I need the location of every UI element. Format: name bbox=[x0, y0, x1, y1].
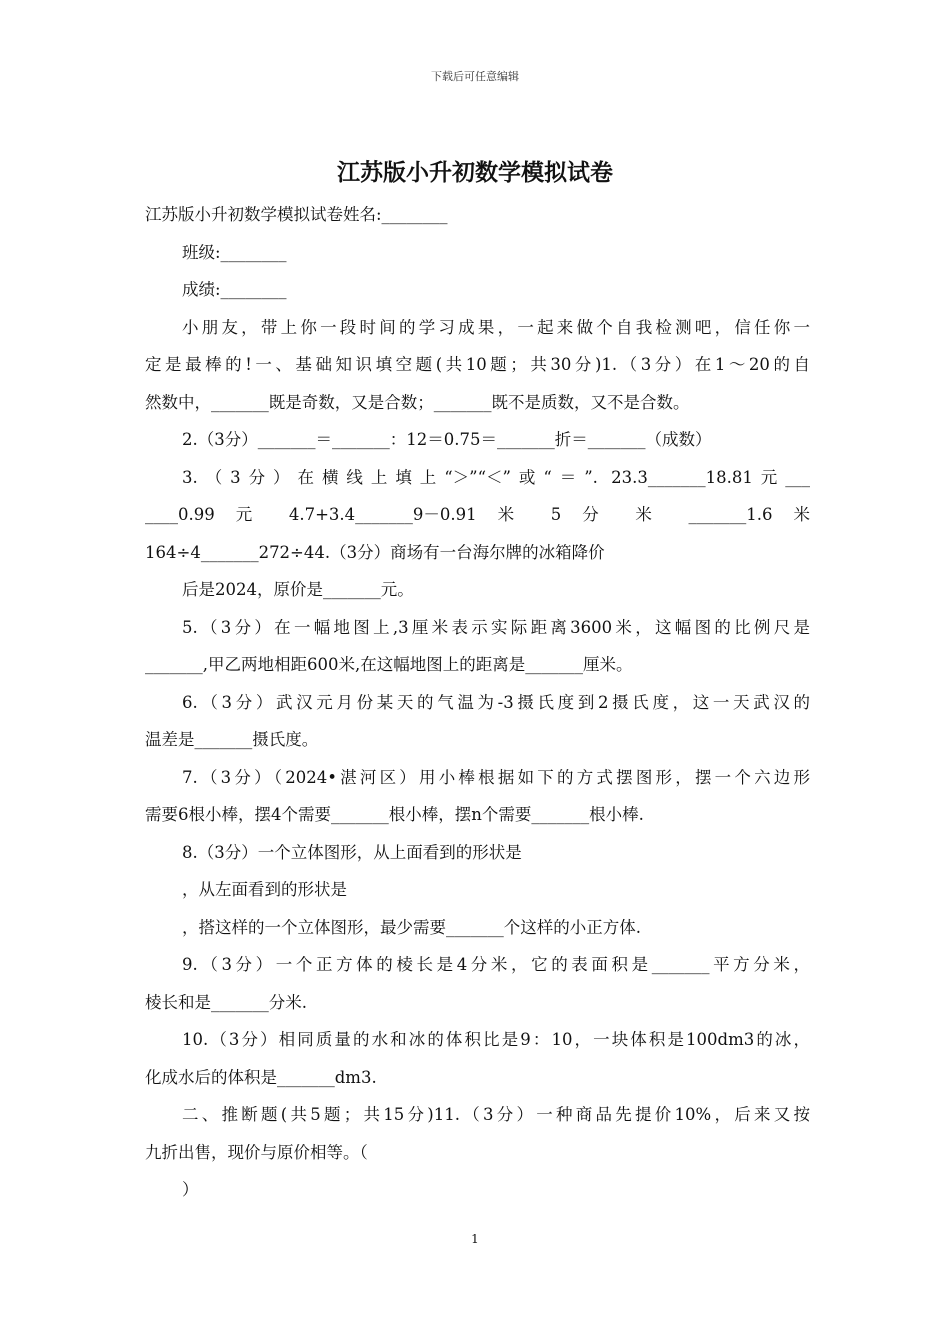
question-7: 7.（3分）（2024•湛河区）用小棒根据如下的方式摆图形，摆一个六边形 bbox=[182, 767, 810, 787]
question-9: 9.（3分）一个正方体的棱长是4分米，它的表面积是_______平方分米， bbox=[182, 955, 810, 974]
question-text-line: _______,甲乙两地相距600米,在这幅地图上的距离是_______厘米。 bbox=[145, 655, 633, 674]
question-text-line: 164÷4_______272÷44.（3分）商场有一台海尔牌的冰箱降价 bbox=[145, 542, 605, 562]
document-title: 江苏版小升初数学模拟试卷 bbox=[337, 160, 613, 186]
class-line: 班级:________ bbox=[182, 242, 287, 262]
question-text-line: 后是2024，原价是_______元。 bbox=[182, 580, 414, 599]
question-text-line: ，从左面看到的形状是 bbox=[182, 880, 347, 899]
question-3: 3.（3分）在横线上填上“＞”“＜”或“＝”. 23.3_______18.81元___ bbox=[182, 467, 810, 487]
question-text-line: 化成水后的体积是_______dm3. bbox=[145, 1067, 377, 1087]
question-5: 5.（3分）在一幅地图上,3厘米表示实际距离3600米，这幅图的比例尺是 bbox=[182, 617, 810, 637]
question-text-line: ，搭这样的一个立体图形，最少需要_______个这样的小正方体. bbox=[182, 917, 641, 937]
question-2: 2.（3分）_______＝_______：12＝0.75＝_______折＝_______（成数） bbox=[182, 430, 712, 449]
document-body bbox=[145, 196, 810, 1209]
question-text-line: ____0.99 元 4.7+3.4_______9－0.91 米 5 分 米 _______1.6 米 bbox=[145, 505, 810, 524]
question-6: 6.（3分）武汉元月份某天的气温为-3摄氏度到2摄氏度，这一天武汉的 bbox=[182, 692, 810, 712]
page-number: 1 bbox=[471, 1232, 479, 1246]
question-text-line: 然数中，_______既是奇数，又是合数；_______既不是质数，又不是合数。 bbox=[145, 392, 690, 412]
header-note: 下载后可任意编辑 bbox=[431, 70, 519, 83]
question-text-line: 定是最棒的!一、基础知识填空题(共10题；共30分)1.（3分）在1～20的自 bbox=[145, 355, 810, 374]
question-text-line: 温差是_______摄氏度。 bbox=[145, 730, 319, 749]
intro-line: 小朋友，带上你一段时间的学习成果，一起来做个自我检测吧，信任你一 bbox=[182, 317, 810, 337]
score-line: 成绩:________ bbox=[182, 280, 287, 299]
question-10: 10.（3分）相同质量的水和冰的体积比是9：10，一块体积是100dm3的冰， bbox=[182, 1030, 810, 1049]
question-text-line: ） bbox=[182, 1180, 199, 1199]
section-2-question-11: 二、推断题(共5题；共15分)11.（3分）一种商品先提价10%，后来又按 bbox=[182, 1105, 810, 1124]
question-8: 8.（3分）一个立体图形，从上面看到的形状是 bbox=[182, 842, 522, 862]
question-text-line: 九折出售，现价与原价相等。（ bbox=[145, 1142, 368, 1162]
name-line: 江苏版小升初数学模拟试卷姓名:________ bbox=[145, 205, 448, 224]
question-text-line: 棱长和是_______分米. bbox=[145, 992, 307, 1012]
question-text-line: 需要6根小棒，摆4个需要_______根小棒，摆n个需要_______根小棒. bbox=[145, 805, 644, 824]
